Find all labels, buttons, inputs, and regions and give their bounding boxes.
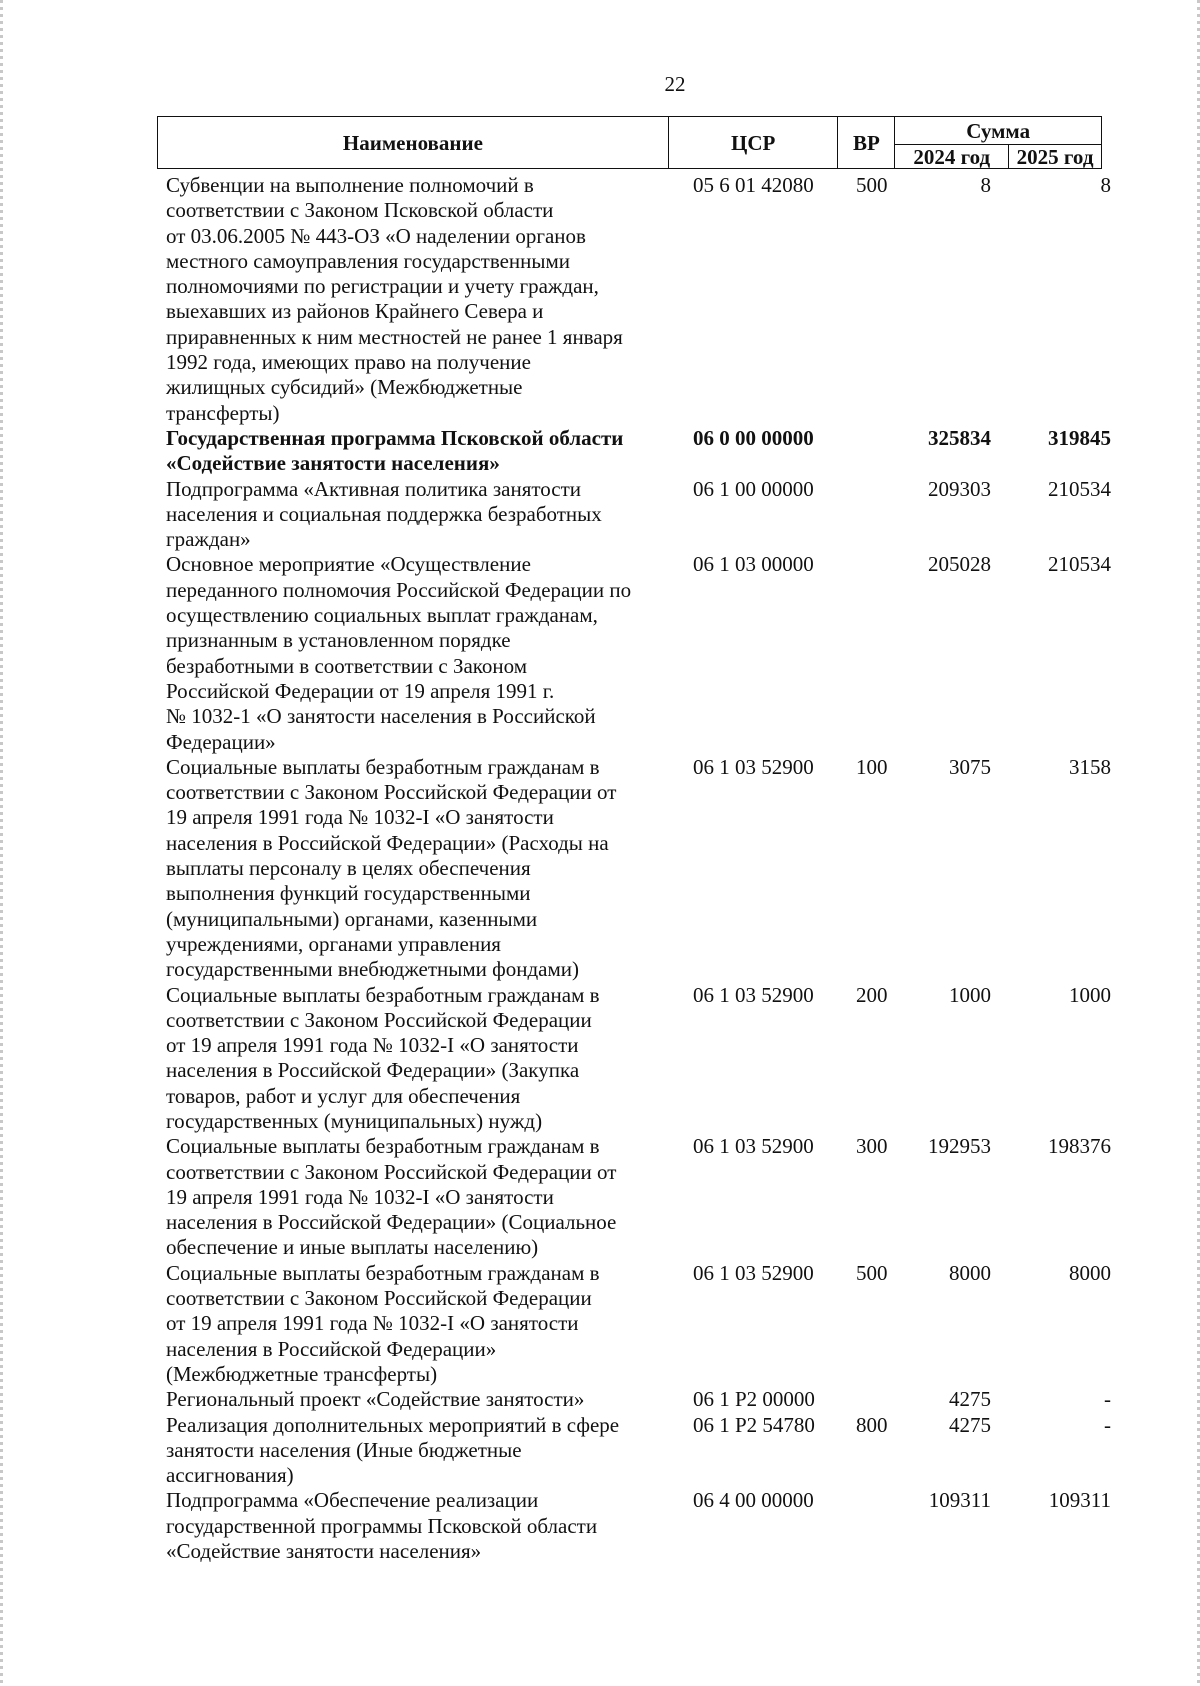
header-year-2025: 2025 год	[1009, 145, 1102, 169]
header-vr: ВР	[838, 117, 895, 169]
row-sum-2025: 319845	[1048, 425, 1111, 450]
row-name	[166, 552, 673, 754]
row-name-line: населения в Российской Федерации» (Расходы на	[166, 830, 609, 855]
row-csr: 06 1 03 52900	[693, 982, 814, 1007]
row-sum-2025: 109311	[1048, 1488, 1111, 1513]
table-body	[166, 173, 1111, 1564]
row-name-line: Субвенции на выполнение полномочий в	[166, 173, 534, 197]
row-name-line: обеспечение и иные выплаты населению)	[166, 1235, 539, 1260]
row-sum-2024: 209303	[928, 476, 991, 501]
row-name-line: (муниципальными) органами, казенными	[166, 906, 538, 931]
row-csr: 06 1 03 00000	[693, 552, 814, 577]
row-name-line: осуществлению социальных выплат гражданам,	[166, 603, 598, 628]
row-name	[166, 983, 673, 1135]
row-name	[166, 1261, 673, 1387]
row-name-line: товаров, работ и услуг для обеспечения	[166, 1083, 521, 1108]
row-name-line: населения и социальная поддержка безработных	[166, 501, 602, 526]
table-row	[166, 1134, 1111, 1260]
row-sum-2024: 192953	[928, 1134, 991, 1159]
row-name	[166, 1134, 673, 1260]
row-sum-2025: 210534	[1048, 552, 1111, 577]
row-vr: 300	[856, 1134, 888, 1159]
row-name-line: Российской Федерации от 19 апреля 1991 г.	[166, 678, 555, 703]
table-row	[166, 173, 1111, 426]
row-name	[166, 1488, 673, 1564]
row-csr: 06 0 00 00000	[693, 425, 814, 450]
header-csr: ЦСР	[668, 117, 838, 169]
table-row	[166, 426, 1111, 477]
row-csr: 06 1 P2 00000	[693, 1387, 815, 1412]
row-sum-2025: 3158	[1069, 754, 1111, 779]
row-name-line: Социальные выплаты безработным гражданам в	[166, 982, 600, 1007]
row-name	[166, 173, 673, 426]
row-name-line: занятости населения (Иные бюджетные	[166, 1437, 522, 1462]
row-name	[166, 477, 673, 553]
row-sum-2024: 4275	[949, 1387, 991, 1412]
row-name-line: выполнения функций государственными	[166, 881, 531, 906]
row-name-line: соответствии с Законом Псковской области	[166, 198, 554, 223]
row-name-line: выплаты персоналу в целях обеспечения	[166, 856, 531, 881]
row-name-line: Реализация дополнительных мероприятий в сфере	[166, 1412, 620, 1437]
row-csr: 06 4 00 00000	[693, 1488, 814, 1513]
row-sum-2025: 1000	[1069, 982, 1111, 1007]
row-csr: 06 1 03 52900	[693, 754, 814, 779]
table-row	[166, 1387, 1111, 1412]
row-name-line: от 03.06.2005 № 443-ОЗ «О наделении органов	[166, 223, 586, 248]
row-csr: 06 1 00 00000	[693, 476, 814, 501]
row-csr: 05 6 01 42080	[693, 173, 814, 197]
header-year-2024: 2024 год	[895, 145, 1009, 169]
row-name-line: Федерации»	[166, 729, 276, 754]
row-csr: 06 1 P2 54780	[693, 1412, 815, 1437]
row-name-line: населения в Российской Федерации» (Социальное	[166, 1210, 617, 1235]
table-header	[157, 116, 1102, 169]
row-name-line: Социальные выплаты безработным гражданам в	[166, 1260, 600, 1285]
row-vr: 100	[856, 754, 888, 779]
row-name-line: «Содействие занятости населения»	[166, 1539, 482, 1564]
row-sum-2024: 325834	[928, 425, 991, 450]
row-sum-2025: -	[1104, 1387, 1111, 1412]
row-name	[166, 426, 673, 477]
scan-edge-left	[0, 0, 3, 1686]
row-name-line: переданного полномочия Российской Федерации по	[166, 577, 632, 602]
row-name-line: соответствии с Законом Российской Федерации	[166, 1007, 592, 1032]
row-vr: 800	[856, 1412, 888, 1437]
row-name-line: государственными внебюджетными фондами)	[166, 957, 580, 982]
row-name-line: 1992 года, имеющих право на получение	[166, 350, 531, 375]
table-row	[166, 1261, 1111, 1387]
row-name-line: 19 апреля 1991 года № 1032-I «О занятости	[166, 1184, 554, 1209]
row-name-line: признанным в установленном порядке	[166, 628, 511, 653]
header-sum: Сумма	[895, 117, 1102, 145]
row-sum-2024: 109311	[928, 1488, 991, 1513]
header-name: Наименование	[158, 117, 669, 169]
row-vr: 500	[856, 1260, 888, 1285]
row-name-line: «Содействие занятости населения»	[166, 451, 500, 476]
row-name-line: выехавших из районов Крайнего Севера и	[166, 299, 544, 324]
page-number: 22	[664, 72, 686, 96]
table-row	[166, 1413, 1111, 1489]
row-sum-2025: -	[1104, 1412, 1111, 1437]
row-name-line: граждан»	[166, 527, 251, 552]
row-vr: 200	[856, 982, 888, 1007]
row-name-line: от 19 апреля 1991 года № 1032-I «О занятости	[166, 1311, 579, 1336]
row-name-line: жилищных субсидий» (Межбюджетные	[166, 375, 523, 400]
row-name-line: (Межбюджетные трансферты)	[166, 1361, 438, 1386]
row-sum-2024: 205028	[928, 552, 991, 577]
row-sum-2024: 8	[980, 173, 991, 197]
row-name-line: населения в Российской Федерации» (Закупка	[166, 1058, 580, 1083]
row-sum-2025: 8000	[1069, 1260, 1111, 1285]
table-row	[166, 477, 1111, 553]
row-name-line: № 1032-1 «О занятости населения в Российской	[166, 704, 596, 729]
row-vr: 500	[856, 173, 888, 197]
row-name-line: ассигнования)	[166, 1463, 294, 1488]
row-name-line: от 19 апреля 1991 года № 1032-I «О занятости	[166, 1033, 579, 1058]
row-name-line: соответствии с Законом Российской Федерации	[166, 1286, 592, 1311]
row-name-line: соответствии с Законом Российской Федерации от	[166, 1159, 617, 1184]
table-row	[166, 755, 1111, 983]
row-name-line: Основное мероприятие «Осуществление	[166, 552, 531, 577]
row-name-line: учреждениями, органами управления	[166, 931, 501, 956]
row-sum-2024: 3075	[949, 754, 991, 779]
row-name-line: населения в Российской Федерации»	[166, 1336, 497, 1361]
row-sum-2024: 8000	[949, 1260, 991, 1285]
row-csr: 06 1 03 52900	[693, 1260, 814, 1285]
row-name-line: трансферты)	[166, 400, 280, 425]
table-row	[166, 1488, 1111, 1564]
row-name-line: Социальные выплаты безработным гражданам в	[166, 754, 600, 779]
row-sum-2025: 198376	[1048, 1134, 1111, 1159]
row-sum-2024: 1000	[949, 982, 991, 1007]
row-name-line: Подпрограмма «Обеспечение реализации	[166, 1488, 539, 1513]
row-sum-2025: 210534	[1048, 476, 1111, 501]
row-name-line: Региональный проект «Содействие занятости»	[166, 1387, 585, 1412]
row-name-line: местного самоуправления государственными	[166, 248, 571, 273]
row-name	[166, 755, 673, 983]
row-sum-2025: 8	[1100, 173, 1111, 197]
row-sum-2024: 4275	[949, 1412, 991, 1437]
row-name-line: Государственная программа Псковской области	[166, 425, 624, 450]
row-name-line: государственной программы Псковской области	[166, 1513, 598, 1538]
row-name-line: Социальные выплаты безработным гражданам в	[166, 1134, 600, 1159]
row-name-line: полномочиями по регистрации и учету граждан,	[166, 274, 599, 299]
row-name-line: государственных (муниципальных) нужд)	[166, 1108, 543, 1133]
row-name	[166, 1413, 673, 1489]
row-name-line: 19 апреля 1991 года № 1032-I «О занятости	[166, 805, 554, 830]
row-name	[166, 1387, 673, 1412]
table-row	[166, 552, 1111, 754]
row-name-line: приравненных к ним местностей не ранее 1 января	[166, 324, 623, 349]
row-name-line: соответствии с Законом Российской Федерации от	[166, 780, 617, 805]
row-name-line: Подпрограмма «Активная политика занятости	[166, 476, 582, 501]
table-row	[166, 983, 1111, 1135]
row-csr: 06 1 03 52900	[693, 1134, 814, 1159]
row-name-line: безработными в соответствии с Законом	[166, 653, 528, 678]
